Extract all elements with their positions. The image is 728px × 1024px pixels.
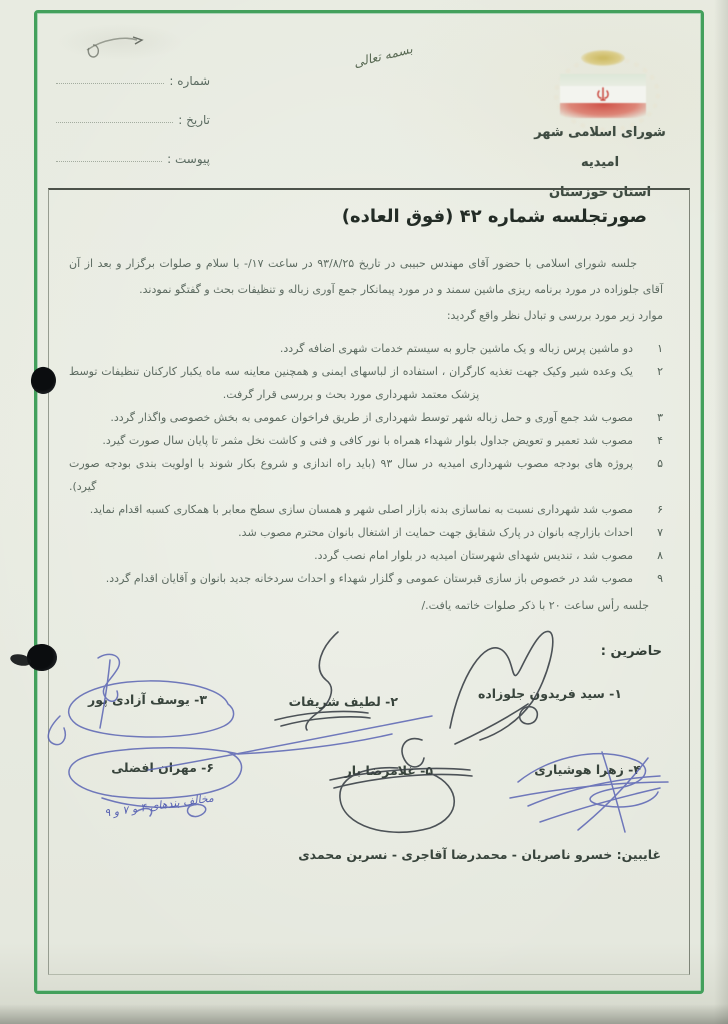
flag-red-stripe (560, 103, 646, 118)
attendee-name-2: ۲- لطیف شریفات (288, 694, 398, 709)
field-date-blank-line (56, 121, 173, 123)
item-number: ۲ (657, 365, 663, 378)
item-number: ۷ (657, 526, 663, 539)
item-text: احداث بازارچه بانوان در پارک شقایق جهت حمایت از اشتغال بانوان محترم مصوب شد. (238, 526, 633, 539)
list-item (69, 429, 663, 452)
item-number: ۱ (657, 342, 663, 355)
closing-line: جلسه رأس ساعت ۲۰ با ذکر صلوات خاتمه یافت./ (421, 599, 649, 612)
item-text: دو ماشین پرس زباله و یک ماشین جارو به سیستم خدمات شهری اضافه گردد. (279, 342, 633, 355)
handwritten-objection-note: مخالف بندهای ۴ و ۷ و ۹ (103, 791, 215, 820)
field-attachment-blank-line (56, 160, 162, 162)
item-text: مصوب شد جمع آوری و حمل زباله شهر توسط شهرداری از طریق فراخوان عمومی به بخش خصوصی واگذار گردد. (110, 411, 633, 424)
item-number: ۸ (657, 549, 663, 562)
field-number-blank-line (56, 82, 164, 84)
item-number: ۴ (657, 434, 663, 447)
document-content (69, 251, 663, 618)
item-number: ۶ (657, 503, 663, 516)
field-attachment-label: پیوست : (167, 152, 210, 166)
attendee-name-1: ۱- سید فریدون جلوزاده (477, 686, 622, 701)
attendees-heading: حاضرین : (600, 644, 662, 659)
field-date-label: تاریخ : (178, 113, 210, 127)
item-text: مصوب شد در خصوص باز سازی قبرستان عمومی و گلزار شهداء و احداث سردخانه جدید بانوان و آقایان اقدام گردد. (105, 572, 633, 585)
intro-line-2: موارد زیر مورد بررسی و تبادل نظر واقع گردید: (446, 309, 663, 322)
flag-green-stripe (560, 74, 646, 86)
list-item (69, 544, 663, 567)
attendee-name-6: ۶- مهران افضلی (111, 760, 214, 775)
item-text: مصوب شد ، تندیس شهدای شهرستان امیدیه در بلوار امام نصب گردد. (314, 549, 633, 562)
item-number: ۹ (657, 572, 663, 585)
list-item (69, 406, 663, 429)
field-date-row (56, 109, 210, 127)
allah-emblem-icon (596, 87, 610, 102)
iran-flag (560, 74, 646, 118)
resolution-list (69, 337, 663, 590)
list-item (69, 567, 663, 590)
list-item (69, 360, 663, 406)
list-item (69, 521, 663, 544)
item-text: یک وعده شیر وکیک جهت تغذیه کارگران ، استفاده از لباسهای ایمنی و همچنین معاینه سه ماه یکبار کارکنان تنظیفات توسط پزشک معتمد شهرداری مورد بحث و بررسی قرار گرفت. (69, 365, 633, 401)
field-attachment-row (56, 148, 210, 166)
list-item (69, 452, 663, 498)
list-item (69, 337, 663, 360)
item-number: ۵ (657, 457, 663, 470)
iran-emblem-logo (548, 50, 658, 124)
attendee-name-4: ۴- زهرا هوشیاری (534, 762, 641, 777)
item-text: پروژه های بودجه مصوب شهرداری امیدیه در سال ۹۳ (باید راه اندازی و شروع بکار شوند با اولویت بندی بودجه صورت گیرد). (69, 457, 633, 493)
attendee-name-3: ۳- یوسف آزادی پور (88, 692, 207, 707)
list-item (69, 498, 663, 521)
intro-paragraph: جلسه شورای اسلامی با حضور آقای مهندس حبیبی در تاریخ ۹۳/۸/۲۵ در ساعت ۱۷/- با سلام و صلوات برگزار و بعد از آن آقای جلوزاده در مورد برنامه ریزی ماشین سمند و در مورد پیمانکار جمع آوری زباله و تنظیفات بحث و گفتگو نمودند. (69, 257, 663, 296)
item-number: ۳ (657, 411, 663, 424)
letterhead-fields (56, 70, 210, 187)
org-line-1: شورای اسلامی شهر امیدیه (534, 125, 666, 170)
document-title: صورتجلسه شماره ۴۲ (فوق العاده) (341, 206, 647, 227)
org-line-2: استان خوزستان (548, 185, 652, 200)
absentees-line: غایبین: خسرو ناصریان - محمدرضا آقاجری - نسرین محمدی (298, 847, 661, 862)
field-number-label: شماره : (169, 74, 210, 88)
item-text: مصوب شد تعمیر و تعویض جداول بلوار شهداء همراه با نور کافی و فنی و کاشت نخل مثمر تا پایان سال صورت گیرد. (102, 434, 633, 447)
field-number-row (56, 70, 210, 88)
bismillah-calligraphy: بسمه تعالی (352, 40, 414, 71)
attendee-name-5: ۵- غلامرضا بار (344, 763, 433, 778)
item-text: مصوب شد شهرداری نسبت به نماسازی بدنه بازار اصلی شهر و همسان سازی سطح معابر با همکاری کسبه اقدام نماید. (89, 503, 633, 516)
emblem-gold-crest (581, 50, 625, 66)
flag-white-stripe (560, 86, 646, 103)
